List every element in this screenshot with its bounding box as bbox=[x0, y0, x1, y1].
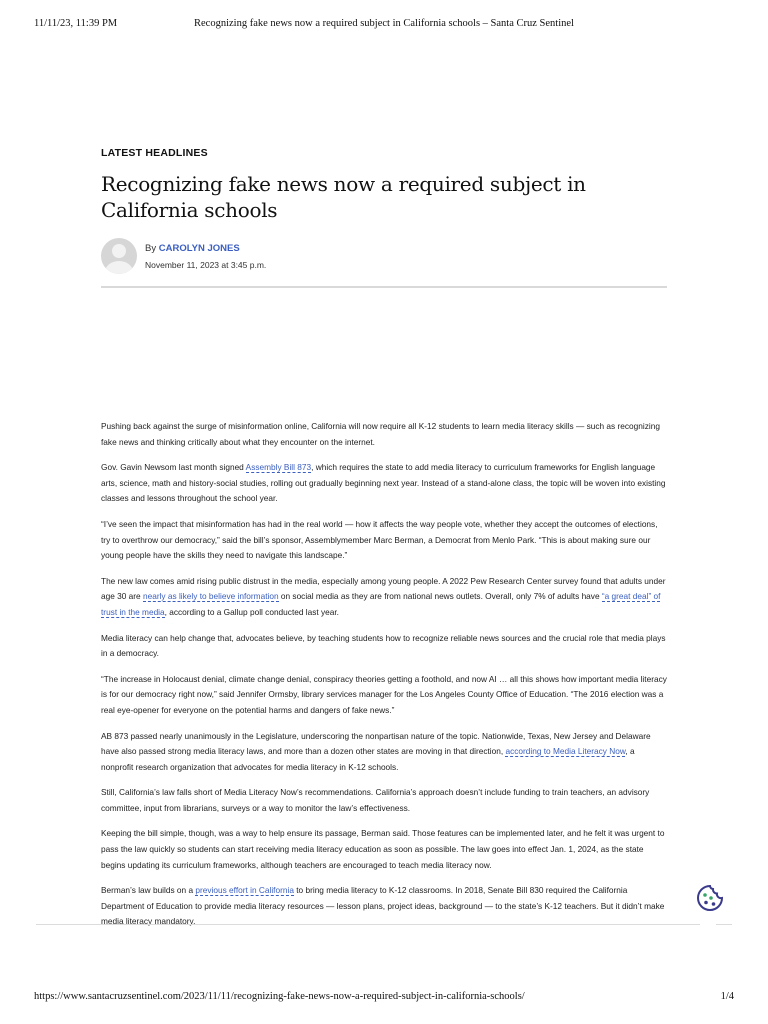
paragraph-7 bbox=[101, 729, 667, 776]
print-header bbox=[34, 18, 734, 32]
paragraph-4-text-c: , according to a Gallup poll conducted last year. bbox=[164, 606, 339, 617]
publish-date: November 11, 2023 at 3:45 p.m. bbox=[145, 260, 267, 270]
paragraph-3: “I’ve seen the impact that misinformation has had in the real world — how it affects the way people vote, whether they accept the outcomes of elections, try to overthrow our democracy,” said the bill’s sponsor, Assemblymember Marc Berman, a Democrat from Menlo Park. “This is about making sure our young people have the skills they need to navigate this landscape.” bbox=[101, 518, 658, 561]
paragraph-8: Still, California’s law falls short of Media Literacy Now’s recommendations. California’s approach doesn’t include funding to train teachers, an advisory committee, input from librarians, surveys or a way to monitor the law’s effectiveness. bbox=[101, 787, 650, 813]
paragraph-1: Pushing back against the surge of misinformation online, California will now require all K-12 students to learn media literacy skills — such as recognizing fake news and thinking critically about what they encounter on the internet. bbox=[101, 421, 660, 447]
paragraph-2-text-b: , which requires the state to add media literacy to curriculum frameworks for English language arts, science, math and history-social studies, rolling out gradually beginning next year. Instead of a stand-alone class, the topic will be woven into existing classes and lessons throughout the school year. bbox=[101, 462, 666, 504]
content-bottom-divider bbox=[36, 924, 700, 925]
print-page-number: 1/4 bbox=[720, 991, 734, 1002]
author-avatar bbox=[101, 238, 137, 274]
article-body bbox=[101, 419, 667, 940]
link-previous-effort[interactable]: previous effort in California bbox=[195, 885, 294, 896]
avatar-head-shape bbox=[112, 244, 126, 258]
link-believe-information[interactable]: nearly as likely to believe information bbox=[142, 591, 279, 602]
byline-prefix: By bbox=[145, 243, 157, 254]
paragraph-10-text-b: to bring media literacy to K-12 classrooms. In 2018, Senate Bill 830 required the California Department of Education to provide media literacy resources — lesson plans, project ideas, background — to the state’s K-12 teachers. But it didn’t make media literacy mandatory. bbox=[101, 885, 665, 927]
byline bbox=[101, 236, 667, 276]
link-assembly-bill-873[interactable]: Assembly Bill 873 bbox=[245, 462, 312, 473]
paragraph-5: Media literacy can help change that, advocates believe, by teaching students how to recognize reliable news sources and the crucial role that media plays in a democracy. bbox=[101, 632, 666, 659]
paragraph-6: “The increase in Holocaust denial, climate change denial, conspiracy theories getting a foothold, and now AI … all this shows how important media literacy is for our democracy right now,” said Jennifer Ormsby, library services manager for the Los Angeles County Office of Education. “The 2016 election was a real eye-opener for everyone on the potential harms and dangers of fake news.” bbox=[101, 673, 667, 715]
paragraph-4 bbox=[101, 574, 667, 621]
paragraph-10-text-a: Berman’s law builds on a bbox=[101, 885, 196, 896]
byline-text bbox=[145, 243, 240, 254]
link-media-literacy-now[interactable]: according to Media Literacy Now bbox=[505, 746, 626, 757]
link-trust-in-media[interactable]: “a great deal” of trust in the media bbox=[101, 591, 661, 617]
paragraph-2-text-a: Gov. Gavin Newsom last month signed bbox=[101, 462, 246, 473]
paragraph-4-text-a: The new law comes amid rising public distrust in the media, especially among young people. A 2022 Pew Research Center survey found that adults under age 30 are bbox=[101, 575, 666, 602]
print-footer bbox=[34, 991, 734, 1005]
article-headline: Recognizing fake news now a required subject in California schools bbox=[101, 172, 586, 222]
print-url: https://www.santacruzsentinel.com/2023/11/11/recognizing-fake-news-now-a-required-subject-in-california-schools/ bbox=[34, 991, 525, 1002]
paragraph-10 bbox=[101, 883, 667, 930]
content-bottom-divider-right bbox=[716, 924, 732, 925]
paragraph-2 bbox=[101, 460, 667, 507]
print-date: 11/11/23, 11:39 PM bbox=[34, 18, 118, 29]
paragraph-4-text-b: on social media as they are from national news outlets. Overall, only 7% of adults have bbox=[278, 591, 602, 602]
byline-divider bbox=[101, 286, 667, 288]
section-label[interactable]: LATEST HEADLINES bbox=[101, 147, 208, 159]
paragraph-7-text-b: , a nonprofit research organization that advocates for media literacy in K-12 schools. bbox=[101, 746, 635, 772]
author-link[interactable]: CAROLYN JONES bbox=[158, 243, 240, 254]
print-page-title: Recognizing fake news now a required subject in California schools – Santa Cruz Sentinel bbox=[194, 18, 574, 29]
avatar-body-shape bbox=[105, 261, 133, 274]
paragraph-9: Keeping the bill simple, though, was a way to help ensure its passage, Berman said. Those features can be implemented later, and he felt it was urgent to pass the law quickly so students can start receiving media literacy education as soon as possible. The law goes into effect Jan. 1, 2024, as the state begins updating its curriculum frameworks, although teachers are encouraged to teach media literacy now. bbox=[101, 828, 665, 870]
cookie-icon bbox=[695, 883, 725, 913]
cookie-settings-button[interactable] bbox=[695, 883, 725, 913]
paragraph-7-text-a: AB 873 passed nearly unanimously in the Legislature, underscoring the nonpartisan nature of the topic. Nationwide, Texas, New Jersey and Delaware have also passed strong media literacy laws, and more than a dozen other states are moving in that direction, bbox=[101, 730, 651, 757]
